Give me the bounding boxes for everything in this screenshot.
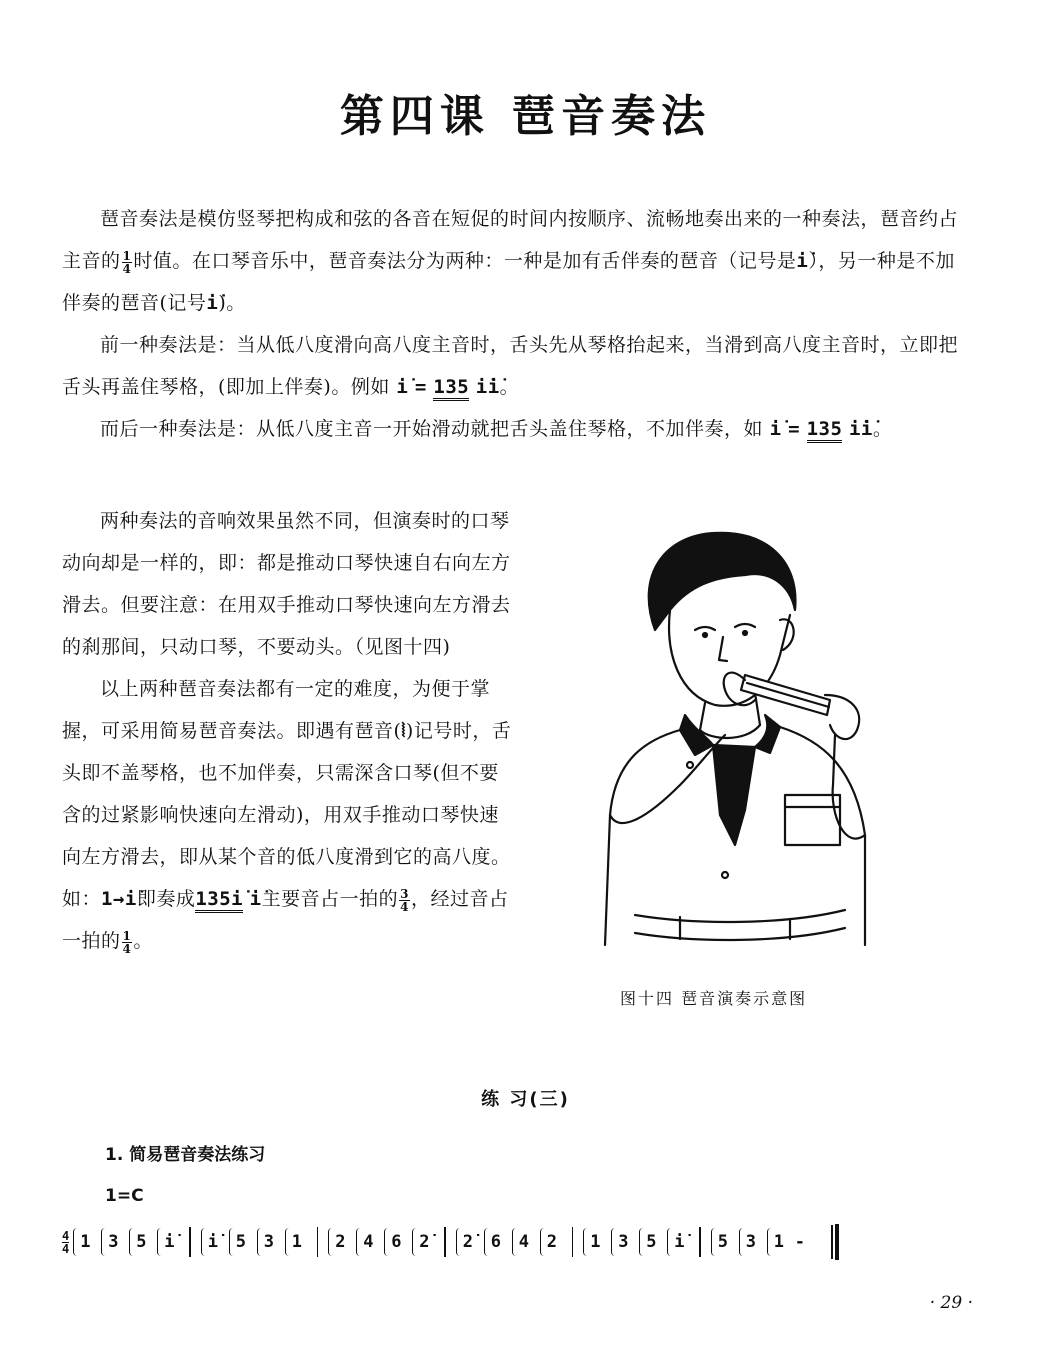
- exercise-score: [62, 1220, 972, 1264]
- example-2-equals: =: [788, 418, 801, 440]
- arpeggio-bracket-icon: [667, 1228, 671, 1256]
- arpeggio-bracket-icon: [512, 1228, 516, 1256]
- p3-text: 而后一种奏法是：从低八度主音一开始滑动就把舌头盖住琴格，不加伴奏，如: [100, 418, 764, 440]
- measure: [456, 1228, 568, 1256]
- note: [484, 1228, 512, 1256]
- note: [157, 1228, 185, 1256]
- lesson-title: 第四课 琶音奏法: [339, 91, 712, 142]
- paragraph-3: [62, 408, 974, 450]
- note: [795, 1232, 823, 1252]
- note: [767, 1228, 795, 1256]
- simple-arpeggio-symbol: ⦚: [401, 720, 406, 742]
- note: [739, 1228, 767, 1256]
- note-value: i̇: [674, 1232, 685, 1252]
- p1-text-b: 时值。在口琴音乐中，琶音奏法分为两种：一种是加有舌伴奏的琶音（记号是: [133, 250, 797, 272]
- note-value: i̇: [164, 1232, 175, 1252]
- arpeggio-bracket-icon: [101, 1228, 105, 1256]
- paragraph-2: [62, 324, 974, 408]
- final-barline: [831, 1225, 833, 1259]
- arpeggio-bracket-icon: [229, 1228, 233, 1256]
- note: [512, 1228, 540, 1256]
- intro-text: [62, 198, 974, 450]
- arpeggio-bracket-icon: [157, 1228, 161, 1256]
- measure: [73, 1228, 185, 1256]
- fraction-three-quarters: $\frac{3}{4}$: [400, 886, 409, 914]
- p2-text: 前一种奏法是：当从低八度滑向高八度主音时，舌头先从琴格抬起来，当滑到高八度主音时，立即把舌头再盖住琴格，(即加上伴奏)。例如: [62, 334, 959, 398]
- note: [711, 1228, 739, 1256]
- key-signature: 1=C: [105, 1186, 144, 1206]
- figure-14-illustration: [595, 515, 895, 965]
- arpeggio-bracket-icon: [711, 1228, 715, 1256]
- note-value: 2: [335, 1232, 346, 1252]
- barline: [317, 1227, 319, 1257]
- example-3-run: 135i̇: [195, 888, 243, 913]
- note: [129, 1228, 157, 1256]
- arpeggio-symbol-accompanied: i̇: [796, 250, 809, 272]
- time-signature: 4 4: [62, 1228, 70, 1256]
- left-column-text: [62, 500, 517, 962]
- arpeggio-bracket-icon: [739, 1228, 743, 1256]
- p5-text-a: 以上两种琶音奏法都有一定的难度，为便于掌握，可采用简易琶音奏法。即遇有琶音(: [62, 678, 491, 742]
- paragraph-4: 两种奏法的音响效果虽然不同，但演奏时的口琴动向却是一样的，即：都是推动口琴快速自右向左方滑去。但要注意：在用双手推动口琴快速向左方滑去的刹那间，只动口琴，不要动头。（见图十四): [62, 510, 511, 658]
- arpeggio-bracket-icon: [611, 1228, 615, 1256]
- note: [412, 1228, 440, 1256]
- p5-text-b: )记号时，舌头即不盖琴格，也不加伴奏，只需深含口琴(但不要含的过紧影响快速向左滑动)，用双手推动口琴快速向左方滑去，即从某个音的低八度滑到它的高八度。如：: [62, 720, 512, 910]
- example-2-end: i̇i̇: [848, 418, 873, 440]
- p5-text-f: 。: [133, 930, 153, 952]
- figure-caption: 图十四 琶音演奏示意图: [620, 989, 808, 1008]
- p1-text-c: ），另一种是不加伴奏的琶音(记号: [62, 250, 955, 314]
- note-value: 5: [235, 1232, 246, 1252]
- arpeggio-bracket-icon: [583, 1228, 587, 1256]
- barline: [699, 1227, 701, 1257]
- p5-text-e: ，经过音占一拍的: [62, 888, 509, 952]
- paragraph-5: [62, 668, 517, 962]
- arpeggio-bracket-icon: [639, 1228, 643, 1256]
- paragraph-1: [62, 198, 974, 324]
- arpeggio-bracket-icon: [456, 1228, 460, 1256]
- example-1-equals: =: [414, 376, 427, 398]
- p5-text-d: 主要音占一拍的: [261, 888, 399, 910]
- example-3-end: i̇: [249, 888, 262, 910]
- fraction-one-quarter: $\frac{1}{4}$: [122, 248, 132, 276]
- note-value: 3: [108, 1232, 119, 1252]
- note-value: 2̇: [419, 1232, 430, 1252]
- example-1-end: i̇i̇: [475, 376, 500, 398]
- note: [201, 1228, 229, 1256]
- example-2-run: 135: [807, 418, 843, 443]
- note-value: 6: [490, 1232, 501, 1252]
- note: [456, 1228, 484, 1256]
- note: [540, 1228, 568, 1256]
- note-value: -: [794, 1232, 805, 1252]
- example-slide: 1→i̇: [101, 888, 137, 910]
- note: [384, 1228, 412, 1256]
- arpeggio-bracket-icon: [73, 1228, 77, 1256]
- measure: [711, 1228, 823, 1256]
- arpeggio-bracket-icon: [356, 1228, 360, 1256]
- measure: [201, 1228, 313, 1256]
- fraction-one-quarter-2: $\frac{1}{4}$: [122, 928, 132, 956]
- note-value: 5: [717, 1232, 728, 1252]
- note-value: 3: [745, 1232, 756, 1252]
- note: [639, 1228, 667, 1256]
- barline: [572, 1227, 574, 1257]
- note: [257, 1228, 285, 1256]
- arpeggio-bracket-icon: [767, 1228, 771, 1256]
- example-1-note: i̇: [396, 376, 409, 398]
- barline: [444, 1227, 446, 1257]
- arpeggio-bracket-icon: [484, 1228, 488, 1256]
- barline: [189, 1227, 191, 1257]
- p3-end: 。: [872, 418, 893, 440]
- p2-end: 。: [499, 376, 520, 398]
- arpeggio-bracket-icon: [285, 1228, 289, 1256]
- arpeggio-bracket-icon: [129, 1228, 133, 1256]
- p1-text-d: )。: [218, 292, 246, 314]
- note-value: 2: [546, 1232, 557, 1252]
- arpeggio-bracket-icon: [328, 1228, 332, 1256]
- note: [328, 1228, 356, 1256]
- note-value: 2̇: [462, 1232, 473, 1252]
- note: [356, 1228, 384, 1256]
- note-value: 1: [773, 1232, 784, 1252]
- note: [229, 1228, 257, 1256]
- note-value: 5: [136, 1232, 147, 1252]
- example-1-run: 135: [433, 376, 469, 401]
- boy-playing-harmonica-icon: [595, 515, 895, 965]
- p1-text-a: 琶音奏法是模仿竖琴把构成和弦的各音在短促的时间内按顺序、流畅地奏出来的一种奏法，琶音约占主音的: [62, 208, 959, 272]
- note-value: 1: [80, 1232, 91, 1252]
- arpeggio-bracket-icon: [384, 1228, 388, 1256]
- note-value: 4: [363, 1232, 374, 1252]
- note: [583, 1228, 611, 1256]
- note-value: 3: [618, 1232, 629, 1252]
- note: [611, 1228, 639, 1256]
- note-value: 1: [291, 1232, 302, 1252]
- note-value: 1: [590, 1232, 601, 1252]
- example-2-note: i̇: [769, 418, 782, 440]
- note-value: i̇: [207, 1232, 218, 1252]
- page-number: · 29 ·: [929, 1293, 973, 1313]
- arpeggio-bracket-icon: [257, 1228, 261, 1256]
- exercise-1-title: 1. 简易琶音奏法练习: [105, 1145, 266, 1165]
- measure: [583, 1228, 695, 1256]
- note-value: 3: [263, 1232, 274, 1252]
- p5-text-c: 即奏成: [136, 888, 196, 910]
- note: [667, 1228, 695, 1256]
- note-value: 5: [646, 1232, 657, 1252]
- arpeggio-bracket-icon: [201, 1228, 205, 1256]
- arpeggio-symbol-plain: i̇: [206, 292, 219, 314]
- note: [101, 1228, 129, 1256]
- note-value: 4: [518, 1232, 529, 1252]
- practice-heading: 练 习(三): [481, 1089, 570, 1110]
- note: [285, 1228, 313, 1256]
- measure: [328, 1228, 440, 1256]
- note-value: 6: [391, 1232, 402, 1252]
- arpeggio-bracket-icon: [540, 1228, 544, 1256]
- note: [73, 1228, 101, 1256]
- arpeggio-bracket-icon: [412, 1228, 416, 1256]
